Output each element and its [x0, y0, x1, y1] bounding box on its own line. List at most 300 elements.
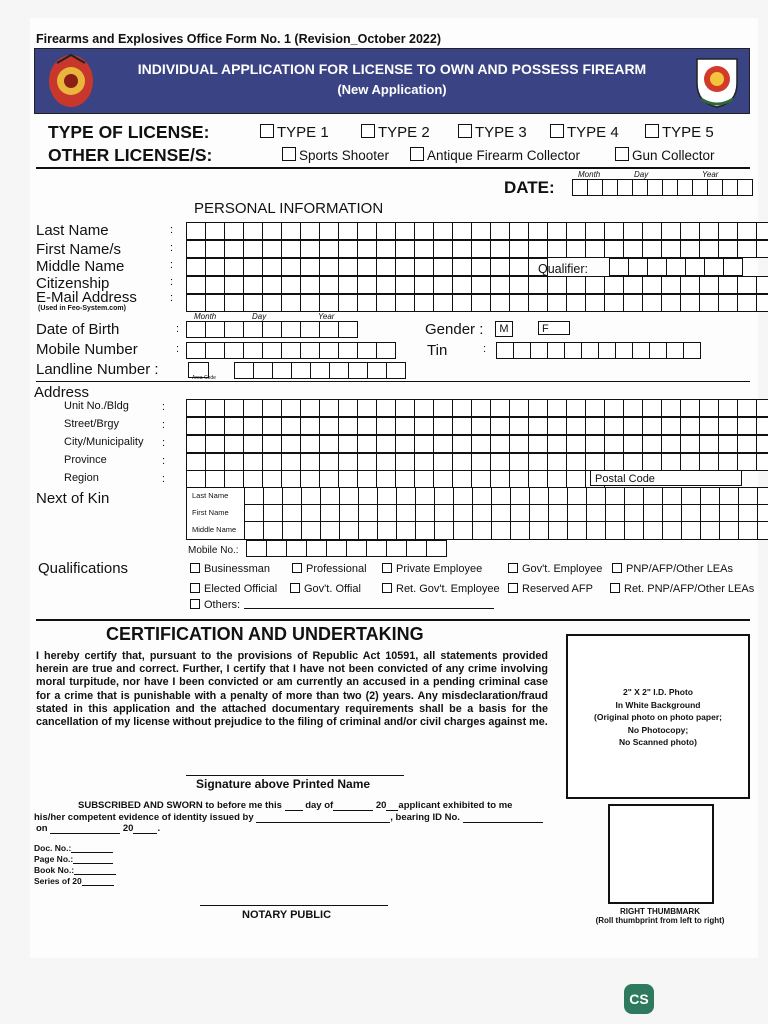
char-box[interactable]	[300, 294, 320, 312]
char-box[interactable]	[415, 521, 435, 540]
char-box[interactable]	[395, 470, 415, 488]
char-box[interactable]	[547, 342, 565, 359]
kin-mobile-input[interactable]	[246, 540, 446, 557]
char-box[interactable]	[376, 470, 396, 488]
char-box[interactable]	[224, 399, 244, 417]
char-box[interactable]	[642, 222, 662, 240]
char-box[interactable]	[718, 399, 738, 417]
char-box[interactable]	[414, 470, 434, 488]
char-box[interactable]	[604, 294, 624, 312]
char-box[interactable]	[286, 540, 307, 557]
char-box[interactable]	[433, 435, 453, 453]
char-box[interactable]	[723, 258, 743, 276]
char-box[interactable]	[623, 276, 643, 294]
char-box[interactable]	[357, 453, 377, 471]
char-box[interactable]	[205, 470, 225, 488]
char-box[interactable]	[234, 362, 254, 379]
char-box[interactable]	[471, 453, 491, 471]
char-box[interactable]	[623, 435, 643, 453]
checkbox[interactable]	[508, 563, 518, 573]
char-box[interactable]	[452, 399, 472, 417]
char-box[interactable]	[666, 258, 686, 276]
char-box[interactable]	[615, 342, 633, 359]
char-box[interactable]	[433, 276, 453, 294]
char-box[interactable]	[509, 276, 529, 294]
char-box[interactable]	[319, 240, 339, 258]
char-box[interactable]	[243, 276, 263, 294]
char-box[interactable]	[434, 521, 454, 540]
char-box[interactable]	[186, 294, 206, 312]
char-box[interactable]	[699, 435, 719, 453]
char-box[interactable]	[471, 276, 491, 294]
char-box[interactable]	[338, 240, 358, 258]
char-box[interactable]	[756, 276, 768, 294]
char-box[interactable]	[346, 540, 367, 557]
char-box[interactable]	[319, 222, 339, 240]
char-box[interactable]	[395, 435, 415, 453]
char-box[interactable]	[253, 362, 273, 379]
char-box[interactable]	[547, 435, 567, 453]
province-input[interactable]	[186, 453, 768, 471]
qual-elected-official[interactable]: Elected Official	[190, 583, 277, 595]
char-box[interactable]	[452, 470, 472, 488]
char-box[interactable]	[680, 417, 700, 435]
char-box[interactable]	[604, 399, 624, 417]
char-box[interactable]	[718, 294, 738, 312]
char-box[interactable]	[224, 453, 244, 471]
char-box[interactable]	[632, 342, 650, 359]
char-box[interactable]	[661, 222, 681, 240]
char-box[interactable]	[224, 321, 244, 338]
char-box[interactable]	[585, 435, 605, 453]
char-box[interactable]	[205, 399, 225, 417]
char-box[interactable]	[224, 258, 244, 276]
char-box[interactable]	[357, 258, 377, 276]
type-3-checkbox[interactable]	[458, 124, 472, 138]
char-box[interactable]	[566, 417, 586, 435]
char-box[interactable]	[680, 222, 700, 240]
char-box[interactable]	[452, 240, 472, 258]
char-box[interactable]	[737, 453, 757, 471]
char-box[interactable]	[490, 294, 510, 312]
char-box[interactable]	[585, 453, 605, 471]
char-box[interactable]	[357, 294, 377, 312]
char-box[interactable]	[528, 470, 548, 488]
char-box[interactable]	[357, 417, 377, 435]
gender-female-box[interactable]: F	[538, 321, 570, 335]
char-box[interactable]	[649, 342, 667, 359]
char-box[interactable]	[186, 222, 206, 240]
kin-middle-input[interactable]	[244, 521, 768, 540]
char-box[interactable]	[272, 362, 292, 379]
char-box[interactable]	[528, 276, 548, 294]
char-box[interactable]	[396, 521, 416, 540]
char-box[interactable]	[243, 342, 263, 359]
checkbox[interactable]	[290, 583, 300, 593]
char-box[interactable]	[414, 222, 434, 240]
char-box[interactable]	[718, 240, 738, 258]
char-box[interactable]	[623, 399, 643, 417]
char-box[interactable]	[262, 276, 282, 294]
char-box[interactable]	[262, 294, 282, 312]
qual-others[interactable]: Others:	[190, 599, 240, 611]
char-box[interactable]	[358, 521, 378, 540]
char-box[interactable]	[452, 276, 472, 294]
postal-code-input[interactable]: Postal Code	[590, 470, 742, 486]
char-box[interactable]	[291, 362, 311, 379]
char-box[interactable]	[509, 399, 529, 417]
char-box[interactable]	[281, 222, 301, 240]
char-box[interactable]	[433, 222, 453, 240]
char-box[interactable]	[376, 240, 396, 258]
char-box[interactable]	[718, 222, 738, 240]
char-box[interactable]	[471, 470, 491, 488]
checkbox[interactable]	[612, 563, 622, 573]
char-box[interactable]	[547, 399, 567, 417]
char-box[interactable]	[186, 417, 206, 435]
char-box[interactable]	[395, 276, 415, 294]
char-box[interactable]	[300, 453, 320, 471]
char-box[interactable]	[262, 321, 282, 338]
middle-name-input[interactable]	[186, 258, 547, 276]
char-box[interactable]	[262, 399, 282, 417]
char-box[interactable]	[647, 258, 667, 276]
char-box[interactable]	[547, 240, 567, 258]
char-box[interactable]	[243, 222, 263, 240]
qual-govt-employee[interactable]: Gov't. Employee	[508, 563, 602, 575]
char-box[interactable]	[471, 222, 491, 240]
char-box[interactable]	[357, 222, 377, 240]
type-5-checkbox[interactable]	[645, 124, 659, 138]
unit-input[interactable]	[186, 399, 768, 417]
char-box[interactable]	[604, 276, 624, 294]
char-box[interactable]	[186, 276, 206, 294]
char-box[interactable]	[581, 342, 599, 359]
char-box[interactable]	[243, 294, 263, 312]
char-box[interactable]	[263, 521, 283, 540]
char-box[interactable]	[376, 342, 396, 359]
checkbox[interactable]	[190, 583, 200, 593]
others-input[interactable]	[244, 608, 494, 609]
char-box[interactable]	[319, 258, 339, 276]
char-box[interactable]	[300, 470, 320, 488]
char-box[interactable]	[433, 294, 453, 312]
char-box[interactable]	[326, 540, 347, 557]
char-box[interactable]	[281, 417, 301, 435]
char-box[interactable]	[205, 276, 225, 294]
char-box[interactable]	[718, 435, 738, 453]
char-box[interactable]	[262, 435, 282, 453]
char-box[interactable]	[205, 258, 225, 276]
char-box[interactable]	[623, 240, 643, 258]
char-box[interactable]	[281, 258, 301, 276]
sports-shooter-checkbox[interactable]	[282, 147, 296, 161]
char-box[interactable]	[490, 240, 510, 258]
char-box[interactable]	[661, 435, 681, 453]
char-box[interactable]	[471, 417, 491, 435]
char-box[interactable]	[266, 540, 287, 557]
char-box[interactable]	[414, 453, 434, 471]
char-box[interactable]	[205, 321, 225, 338]
char-box[interactable]	[186, 435, 206, 453]
char-box[interactable]	[642, 399, 662, 417]
char-box[interactable]	[566, 470, 586, 488]
char-box[interactable]	[246, 540, 267, 557]
char-box[interactable]	[281, 240, 301, 258]
checkbox[interactable]	[508, 583, 518, 593]
char-box[interactable]	[338, 342, 358, 359]
char-box[interactable]	[224, 435, 244, 453]
char-box[interactable]	[281, 435, 301, 453]
char-box[interactable]	[262, 258, 282, 276]
char-box[interactable]	[683, 342, 701, 359]
char-box[interactable]	[490, 470, 510, 488]
char-box[interactable]	[598, 342, 616, 359]
char-box[interactable]	[471, 294, 491, 312]
char-box[interactable]	[528, 417, 548, 435]
char-box[interactable]	[680, 276, 700, 294]
antique-collector-checkbox[interactable]	[410, 147, 424, 161]
checkbox[interactable]	[292, 563, 302, 573]
char-box[interactable]	[490, 399, 510, 417]
char-box[interactable]	[366, 540, 387, 557]
char-box[interactable]	[704, 258, 724, 276]
sports-shooter-option[interactable]: Sports Shooter	[282, 147, 389, 163]
char-box[interactable]	[718, 417, 738, 435]
char-box[interactable]	[319, 453, 339, 471]
char-box[interactable]	[224, 342, 244, 359]
char-box[interactable]	[509, 222, 529, 240]
char-box[interactable]	[243, 258, 263, 276]
photo-box[interactable]	[566, 634, 750, 799]
char-box[interactable]	[528, 399, 548, 417]
char-box[interactable]	[338, 435, 358, 453]
char-box[interactable]	[205, 240, 225, 258]
char-box[interactable]	[319, 294, 339, 312]
char-box[interactable]	[623, 453, 643, 471]
char-box[interactable]	[680, 453, 700, 471]
landline-input[interactable]	[234, 362, 405, 379]
char-box[interactable]	[426, 540, 447, 557]
char-box[interactable]	[224, 470, 244, 488]
char-box[interactable]	[186, 399, 206, 417]
char-box[interactable]	[586, 521, 606, 540]
char-box[interactable]	[756, 435, 768, 453]
char-box[interactable]	[737, 276, 757, 294]
license-type-4[interactable]: TYPE 4	[550, 124, 619, 141]
char-box[interactable]	[376, 222, 396, 240]
char-box[interactable]	[490, 276, 510, 294]
char-box[interactable]	[329, 362, 349, 379]
char-box[interactable]	[623, 222, 643, 240]
char-box[interactable]	[395, 294, 415, 312]
char-box[interactable]	[300, 276, 320, 294]
char-box[interactable]	[414, 240, 434, 258]
char-box[interactable]	[471, 258, 491, 276]
char-box[interactable]	[642, 240, 662, 258]
char-box[interactable]	[338, 453, 358, 471]
char-box[interactable]	[452, 417, 472, 435]
char-box[interactable]	[662, 521, 682, 540]
dob-input[interactable]	[186, 321, 357, 338]
char-box[interactable]	[666, 342, 684, 359]
char-box[interactable]	[186, 240, 206, 258]
char-box[interactable]	[719, 521, 739, 540]
qual-businessman[interactable]: Businessman	[190, 563, 270, 575]
checkbox[interactable]	[190, 599, 200, 609]
char-box[interactable]	[319, 470, 339, 488]
char-box[interactable]	[737, 222, 757, 240]
char-box[interactable]	[300, 240, 320, 258]
char-box[interactable]	[528, 435, 548, 453]
char-box[interactable]	[262, 342, 282, 359]
char-box[interactable]	[433, 399, 453, 417]
char-box[interactable]	[604, 417, 624, 435]
char-box[interactable]	[357, 342, 377, 359]
char-box[interactable]	[528, 453, 548, 471]
char-box[interactable]	[414, 294, 434, 312]
char-box[interactable]	[681, 521, 701, 540]
char-box[interactable]	[338, 399, 358, 417]
char-box[interactable]	[699, 240, 719, 258]
char-box[interactable]	[680, 240, 700, 258]
char-box[interactable]	[186, 342, 206, 359]
notary-signature-line[interactable]	[200, 905, 388, 906]
char-box[interactable]	[319, 321, 339, 338]
type-4-checkbox[interactable]	[550, 124, 564, 138]
char-box[interactable]	[547, 276, 567, 294]
license-type-2[interactable]: TYPE 2	[361, 124, 430, 141]
char-box[interactable]	[338, 470, 358, 488]
char-box[interactable]	[547, 453, 567, 471]
char-box[interactable]	[452, 435, 472, 453]
gun-collector-option[interactable]: Gun Collector	[615, 147, 715, 163]
char-box[interactable]	[585, 240, 605, 258]
char-box[interactable]	[376, 399, 396, 417]
char-box[interactable]	[680, 435, 700, 453]
tin-input[interactable]	[496, 342, 700, 359]
char-box[interactable]	[490, 222, 510, 240]
char-box[interactable]	[300, 222, 320, 240]
char-box[interactable]	[661, 453, 681, 471]
char-box[interactable]	[452, 258, 472, 276]
char-box[interactable]	[548, 521, 568, 540]
char-box[interactable]	[737, 399, 757, 417]
gender-male-box[interactable]: M	[495, 321, 513, 337]
char-box[interactable]	[547, 222, 567, 240]
char-box[interactable]	[756, 222, 768, 240]
char-box[interactable]	[281, 342, 301, 359]
char-box[interactable]	[377, 521, 397, 540]
char-box[interactable]	[433, 258, 453, 276]
char-box[interactable]	[566, 453, 586, 471]
char-box[interactable]	[262, 470, 282, 488]
char-box[interactable]	[300, 435, 320, 453]
char-box[interactable]	[642, 417, 662, 435]
char-box[interactable]	[319, 342, 339, 359]
char-box[interactable]	[414, 276, 434, 294]
char-box[interactable]	[357, 435, 377, 453]
char-box[interactable]	[386, 362, 406, 379]
char-box[interactable]	[756, 417, 768, 435]
char-box[interactable]	[395, 399, 415, 417]
char-box[interactable]	[496, 342, 514, 359]
qual-professional[interactable]: Professional	[292, 563, 367, 575]
char-box[interactable]	[386, 540, 407, 557]
char-box[interactable]	[281, 321, 301, 338]
char-box[interactable]	[300, 417, 320, 435]
char-box[interactable]	[433, 453, 453, 471]
char-box[interactable]	[300, 399, 320, 417]
char-box[interactable]	[567, 521, 587, 540]
char-box[interactable]	[529, 521, 549, 540]
qual-pnp-afp[interactable]: PNP/AFP/Other LEAs	[612, 563, 733, 575]
char-box[interactable]	[224, 222, 244, 240]
char-box[interactable]	[282, 521, 302, 540]
char-box[interactable]	[605, 521, 625, 540]
char-box[interactable]	[642, 294, 662, 312]
char-box[interactable]	[490, 258, 510, 276]
char-box[interactable]	[642, 276, 662, 294]
char-box[interactable]	[642, 435, 662, 453]
char-box[interactable]	[628, 258, 648, 276]
char-box[interactable]	[680, 399, 700, 417]
char-box[interactable]	[224, 294, 244, 312]
char-box[interactable]	[243, 470, 263, 488]
char-box[interactable]	[395, 258, 415, 276]
char-box[interactable]	[680, 294, 700, 312]
char-box[interactable]	[661, 294, 681, 312]
char-box[interactable]	[338, 276, 358, 294]
char-box[interactable]	[205, 342, 225, 359]
char-box[interactable]	[661, 399, 681, 417]
license-type-3[interactable]: TYPE 3	[458, 124, 527, 141]
checkbox[interactable]	[382, 583, 392, 593]
char-box[interactable]	[528, 240, 548, 258]
char-box[interactable]	[453, 521, 473, 540]
char-box[interactable]	[433, 470, 453, 488]
char-box[interactable]	[186, 453, 206, 471]
checkbox[interactable]	[610, 583, 620, 593]
char-box[interactable]	[490, 417, 510, 435]
char-box[interactable]	[566, 222, 586, 240]
char-box[interactable]	[737, 435, 757, 453]
char-box[interactable]	[699, 399, 719, 417]
char-box[interactable]	[471, 399, 491, 417]
char-box[interactable]	[348, 362, 368, 379]
license-type-1[interactable]: TYPE 1	[260, 124, 329, 141]
char-box[interactable]	[685, 258, 705, 276]
char-box[interactable]	[585, 399, 605, 417]
char-box[interactable]	[643, 521, 663, 540]
char-box[interactable]	[319, 276, 339, 294]
char-box[interactable]	[367, 362, 387, 379]
char-box[interactable]	[452, 294, 472, 312]
char-box[interactable]	[319, 399, 339, 417]
char-box[interactable]	[395, 240, 415, 258]
char-box[interactable]	[243, 435, 263, 453]
char-box[interactable]	[756, 294, 768, 312]
char-box[interactable]	[491, 521, 511, 540]
char-box[interactable]	[320, 521, 340, 540]
qual-ret-govt-employee[interactable]: Ret. Gov't. Employee	[382, 583, 500, 595]
char-box[interactable]	[376, 258, 396, 276]
char-box[interactable]	[756, 240, 768, 258]
char-box[interactable]	[357, 399, 377, 417]
char-box[interactable]	[224, 240, 244, 258]
char-box[interactable]	[718, 453, 738, 471]
char-box[interactable]	[566, 294, 586, 312]
